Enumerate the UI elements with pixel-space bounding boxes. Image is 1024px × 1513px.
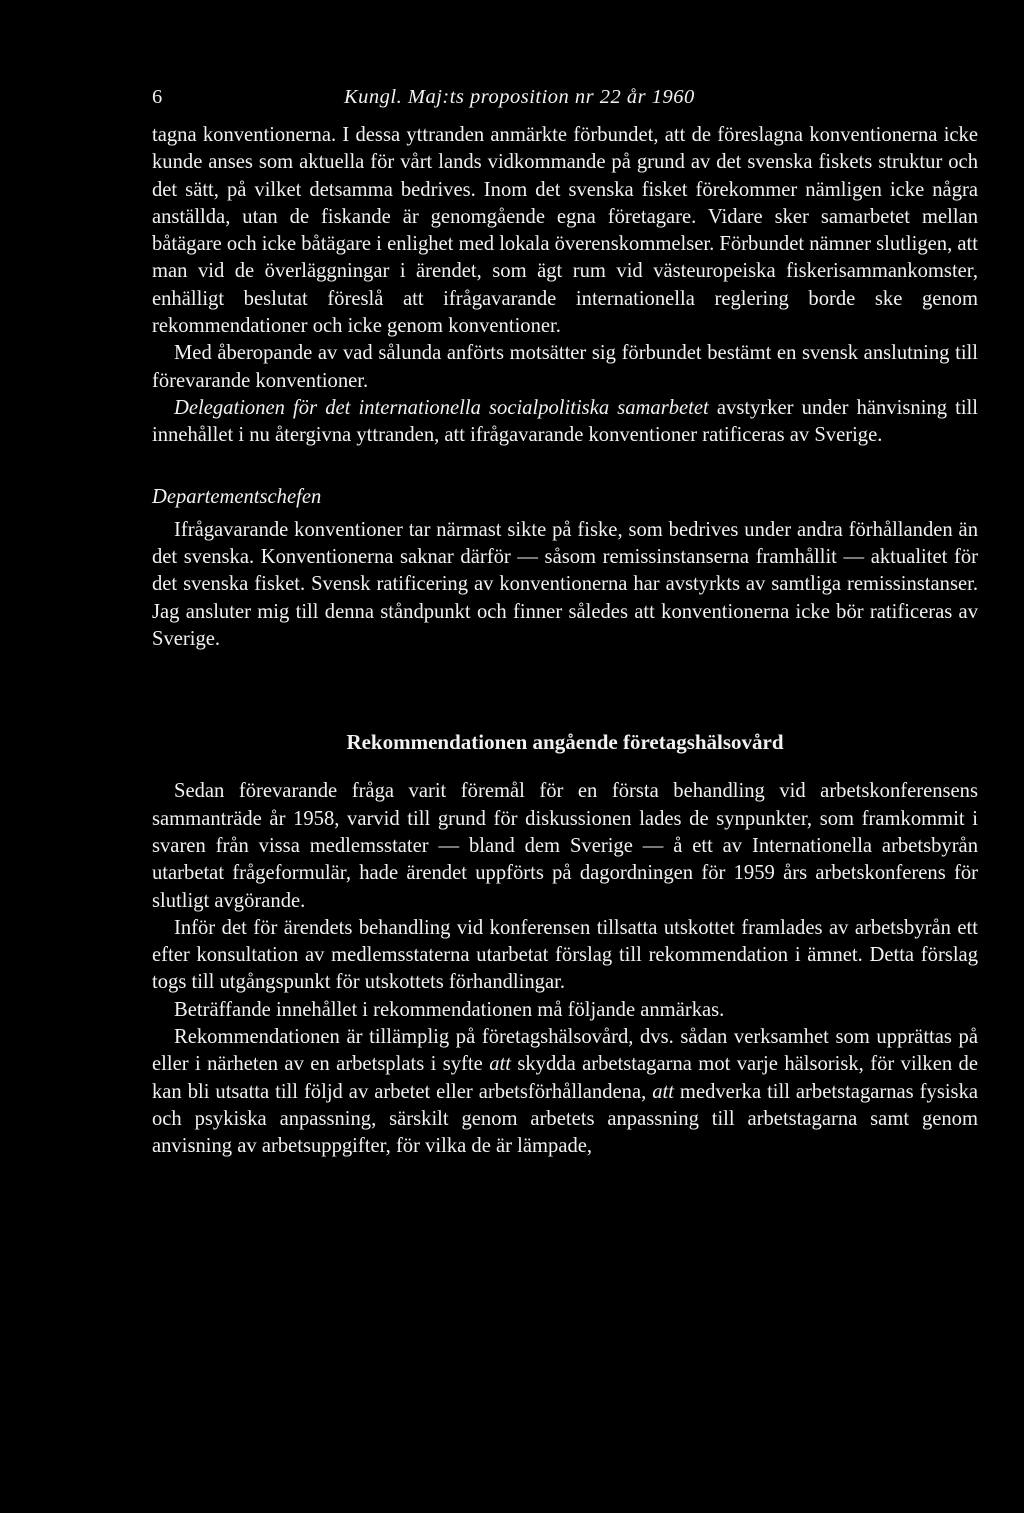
paragraph-text: medverka till arbetstagarnas fysiska och psykiska anpassning, särskilt genom arbetets anpassning till arbetstagarna samt genom anvisning av arbetsuppgifter, för vilka de är lämpade, (152, 1080, 979, 1158)
document-page (152, 82, 978, 1161)
section-heading: Rekommendationen angående företagshälsovård (346, 730, 784, 755)
subsection-heading: Departementschefen (152, 485, 322, 508)
paragraph-text: skydda arbetstagarna mot varje hälsorisk, för vilken de kan bli utsatta till följd av arbetet eller arbetsförhållandena, (152, 1053, 978, 1103)
emphasized-organization-name: Delegationen för det internationella socialpolitiska samarbetet (174, 396, 709, 419)
paragraph-text: Rekommendationen är tillämplig på företagshälsovård, dvs. sådan verksamhet som upprättas på eller i närheten av en arbetsplats i syfte (152, 1026, 978, 1076)
running-title: Kungl. Maj:ts proposition nr 22 år 1960 (344, 86, 695, 108)
body-paragraph (152, 395, 978, 450)
page-number: 6 (152, 86, 163, 108)
body-paragraph: Sedan förevarande fråga varit föremål för en första behandling vid arbetskonferensens sammanträde år 1958, varvid till grund för diskussionen lades de synpunkter, som framkommit i svaren från vissa medlemsstater — bland dem Sverige — å ett av Internationella arbetsbyrån utarbetat frågeformulär, hade ärendet uppförts på dagordningen för 1959 års arbetskonferens för slutligt avgörande. (152, 780, 978, 912)
body-paragraph: Beträffande innehållet i rekommendationen må följande anmärkas. (174, 998, 725, 1021)
body-paragraph: Med åberopande av vad sålunda anförts motsätter sig förbundet bestämt en svensk anslutning till förevarande konventioner. (152, 342, 978, 392)
body-paragraph: Ifrågavarande konventioner tar närmast sikte på fiske, som bedrives under andra förhållanden än det svenska. Konventionerna saknar därför — såsom remissinstanserna framhållit — aktualitet för det svenska fisket. Svensk ratificering av konventionerna har avstyrkts av samtliga remissinstanser. Jag ansluter mig till denna ståndpunkt och finner således att konventionerna icke bör ratificeras av Sverige. (152, 518, 978, 651)
body-paragraph: Inför det för ärendets behandling vid konferensen tillsatta utskottet framlades av arbetsbyrån ett efter konsultation av medlemsstaterna utarbetat förslag till rekommendation i ämnet. Detta förslag togs till utgångspunkt för utskottets förhandlingar. (152, 916, 978, 994)
body-paragraph: tagna konventionerna. I dessa yttranden anmärkte förbundet, att de föreslagna konventionerna icke kunde anses som aktuella för vårt lands vidkommande på grund av det svenska fiskets struktur och det sätt, på vilket detsamma bedrives. Inom det svenska fisket förekommer nämligen icke några anställda, utan de fiskande är genomgående egna företagare. Vidare sker samarbetet mellan båtägare och icke båtägare i enlighet med lokala överenskommelser. Förbundet nämner slutligen, att man vid de överläggningar i ärendet, som ägt rum vid västeuropeiska fiskerisammankomster, enhälligt beslutat föreslå att ifrågavarande internationella reglering borde ske genom rekommendationer och icke genom konventioner. (152, 124, 978, 338)
emphasized-word: att (652, 1080, 674, 1103)
emphasized-word: att (489, 1053, 511, 1076)
paragraph-text: avstyrker under hänvisning till innehållet i nu återgivna yttranden, att ifrågavarande konventioner ratificeras av Sverige. (152, 396, 979, 447)
page-header (152, 82, 978, 122)
body-paragraph (152, 1024, 978, 1160)
